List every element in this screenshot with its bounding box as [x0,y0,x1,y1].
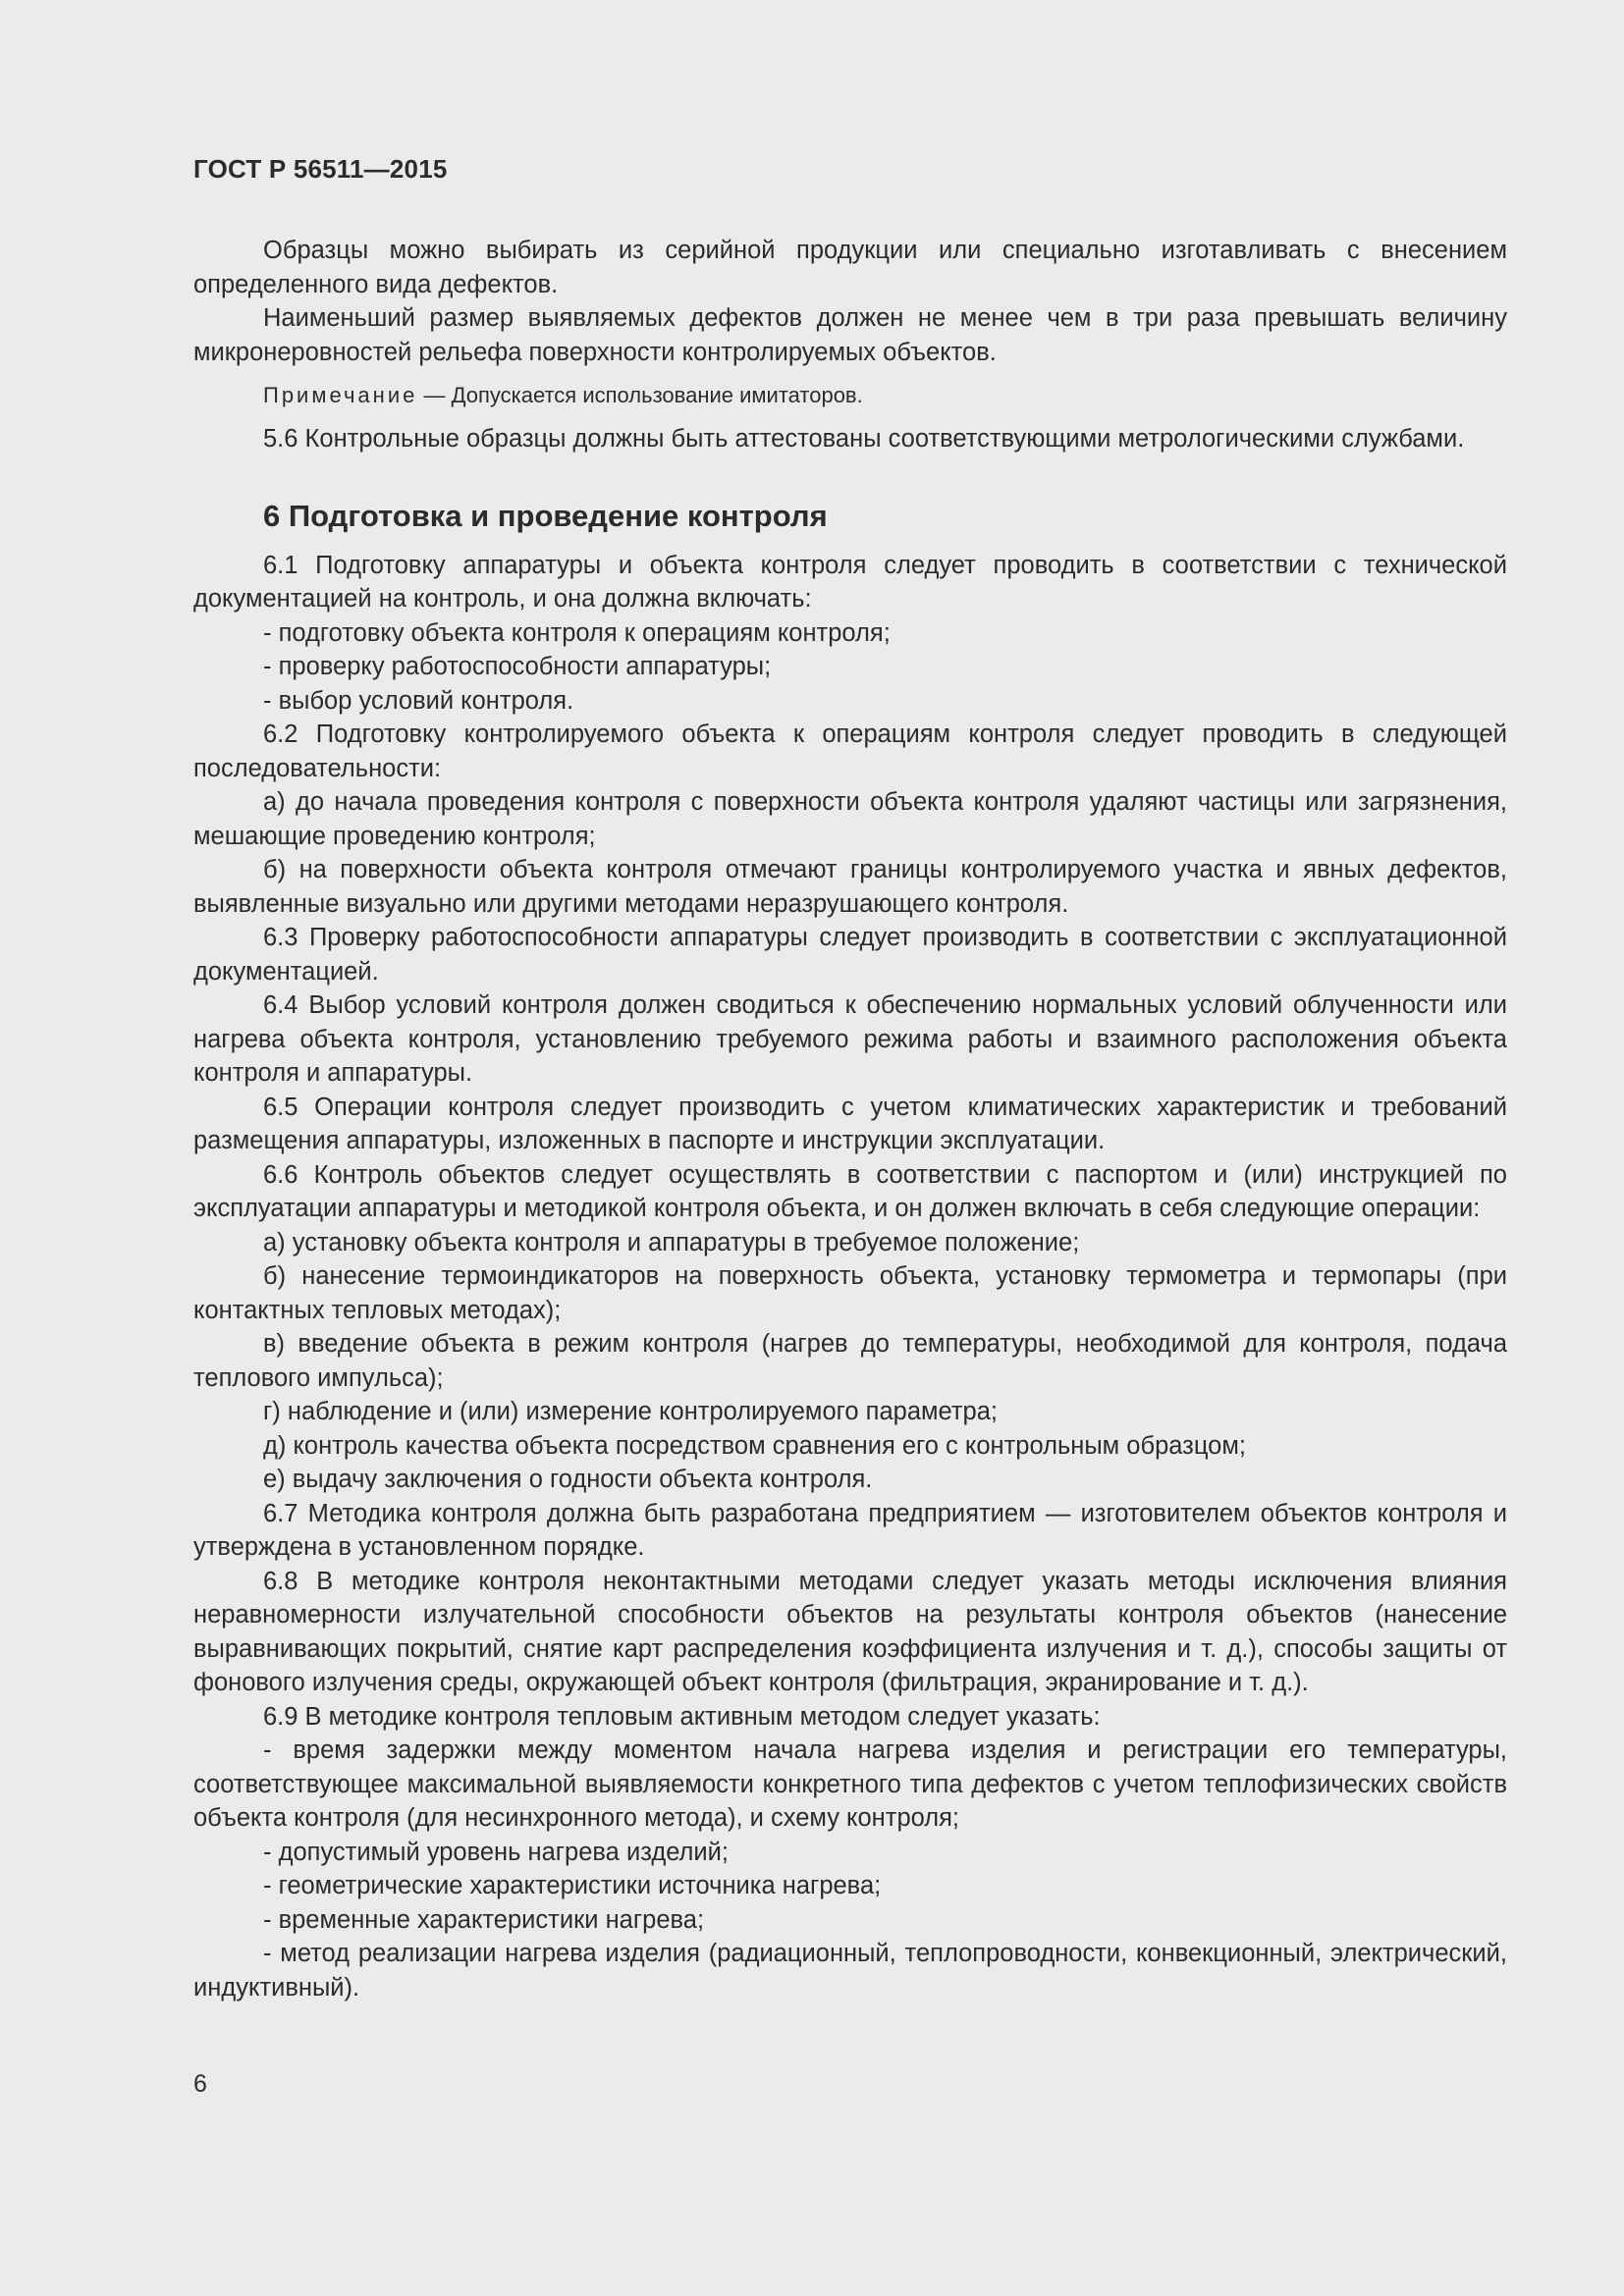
paragraph-6-5: 6.5 Операции контроля следует производить с учетом климатических характеристик и требований размещения аппаратуры, изложенных в паспорте и инструкции эксплуатации. [193,1093,1507,1154]
note-text: — Допускается использование имитаторов. [417,383,863,407]
list-item: - выбор условий контроля. [263,686,574,715]
list-item: - временные характеристики нагрева; [263,1905,705,1934]
paragraph-6-9: 6.9 В методике контроля тепловым активным методом следует указать: [263,1702,1101,1731]
document-code-header: ГОСТ Р 56511—2015 [193,154,448,184]
paragraph-6-2: 6.2 Подготовку контролируемого объекта к операциям контроля следует проводить в следующей последовательности: [193,721,1507,782]
paragraph-6-3: 6.3 Проверку работоспособности аппаратуры следует производить в соответствии с эксплуатационной документацией. [193,924,1507,986]
paragraph-6-7: 6.7 Методика контроля должна быть разработана предприятием — изготовителем объектов контроля и утверждена в установленном порядке. [193,1499,1507,1561]
section-title: 6 Подготовка и проведение контроля [263,498,828,533]
paragraph-5-6: 5.6 Контрольные образцы должны быть аттестованы соответствующими метрологическими службами. [263,425,1465,453]
note [193,379,1507,412]
paragraph-6-8: 6.8 В методике контроля неконтактными методами следует указать методы исключения влияния неравномерности излучательной способности объектов на результаты контроля объектов (нанесение выравнивающих покрытий, снятие карт распределения коэффициента излучения и т. д.), способы защиты от фонового излучения среды, окружающей объект контроля (фильтрация, экранирование и т. д.). [193,1567,1507,1696]
paragraph-samples: Образцы можно выбирать из серийной продукции или специально изготавливать с внесением определенного вида дефектов. [193,237,1507,298]
page-number: 6 [193,2070,207,2098]
list-item: а) до начала проведения контроля с поверхности объекта контроля удаляют частицы или загрязнения, мешающие проведению контроля; [193,788,1507,850]
list-item: - метод реализации нагрева изделия (радиационный, теплопроводности, конвекционный, электрический, индуктивный). [193,1940,1507,2002]
list-item: - подготовку объекта контроля к операциям контроля; [263,618,891,647]
list-item: - время задержки между моментом начала нагрева изделия и регистрации его температуры, соответствующее максимальной выявляемости конкретного типа дефектов с учетом теплофизических свойств объекта контроля (для несинхронного метода), и схему контроля; [193,1736,1507,1832]
section-body [193,549,1507,2005]
document-page [193,149,1507,2004]
list-item: а) установку объекта контроля и аппаратуры в требуемое положение; [263,1228,1080,1256]
list-item: б) нанесение термоиндикаторов на поверхность объекта, установку термометра и термопары (при контактных тепловых методах); [193,1262,1507,1324]
list-item: в) введение объекта в режим контроля (нагрев до температуры, необходимой для контроля, подача теплового импульса); [193,1330,1507,1392]
list-item: - проверку работоспособности аппаратуры; [263,653,772,680]
list-item: б) на поверхности объекта контроля отмечают границы контролируемого участка и явных дефектов, выявленные визуально или другими методами неразрушающего контроля. [193,856,1507,918]
list-item: г) наблюдение и (или) измерение контролируемого параметра; [263,1398,998,1425]
list-item: - геометрические характеристики источника нагрева; [263,1872,882,1899]
note-label: Примечание [263,383,418,407]
paragraph-6-1: 6.1 Подготовку аппаратуры и объекта контроля следует проводить в соответствии с технической документацией на контроль, и она должна включать: [193,551,1507,613]
paragraph-6-4: 6.4 Выбор условий контроля должен сводиться к обеспечению нормальных условий облученности или нагрева объекта контроля, установлению требуемого режима работы и взаимного расположения объекта контроля и аппаратуры. [193,991,1507,1087]
paragraph-min-defect-size: Наименьший размер выявляемых дефектов должен не менее чем в три раза превышать величину микронеровностей рельефа поверхности контролируемых объектов. [193,304,1507,366]
list-item: е) выдачу заключения о годности объекта контроля. [263,1466,873,1493]
paragraph-6-6: 6.6 Контроль объектов следует осуществлять в соответствии с паспортом и (или) инструкцией по эксплуатации аппаратуры и методикой контроля объекта, и он должен включать в себя следующие операции: [193,1160,1507,1222]
list-item: д) контроль качества объекта посредством сравнения его с контрольным образцом; [263,1431,1246,1460]
list-item: - допустимый уровень нагрева изделий; [263,1838,729,1866]
